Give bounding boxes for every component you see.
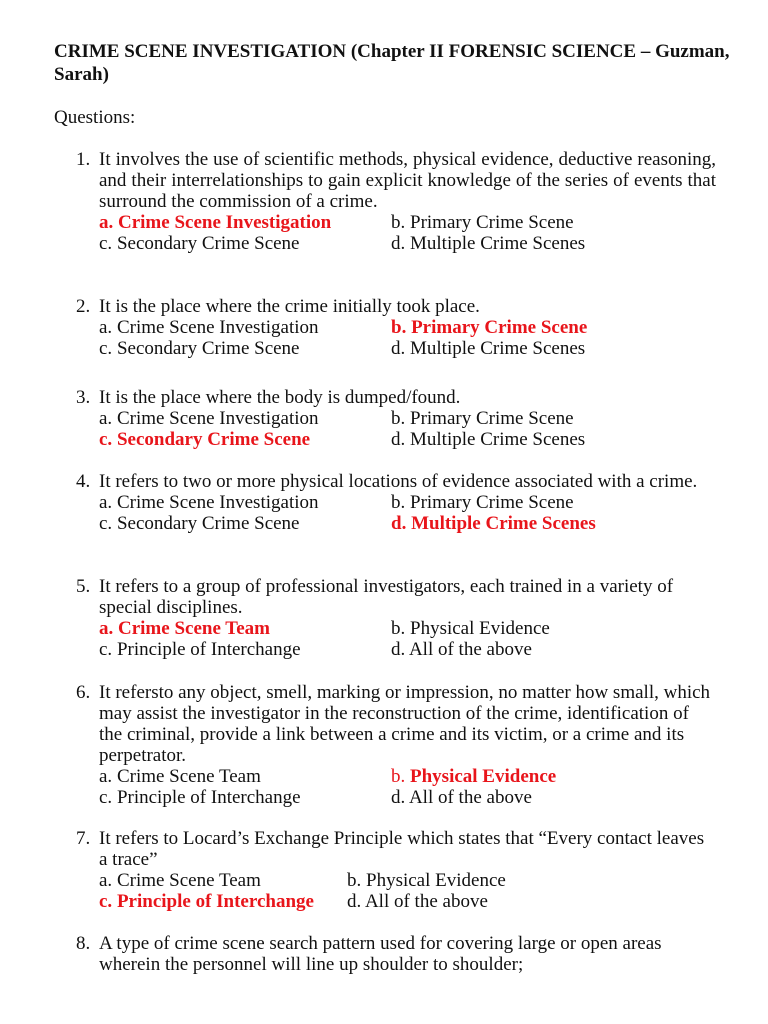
option-letter: c.	[99, 429, 113, 450]
option-item	[99, 870, 347, 891]
question-text: It is the place where the body is dumped/found.	[99, 387, 461, 408]
option-text: Multiple Crime Scenes	[410, 338, 586, 359]
option-text: Crime Scene Team	[118, 618, 270, 639]
option-letter: d.	[391, 429, 406, 450]
option-text: Primary Crime Scene	[410, 212, 574, 233]
option-letter: d.	[391, 787, 406, 808]
question-text: It refers to a group of professional investigators, each trained in a variety of special disciplines.	[99, 576, 674, 618]
option-item	[99, 338, 391, 359]
option-text: Multiple Crime Scenes	[411, 513, 596, 534]
option-item	[391, 787, 721, 808]
option-item	[391, 492, 721, 513]
document-title: CRIME SCENE INVESTIGATION (Chapter II FORENSIC SCIENCE – Guzman, Sarah)	[54, 41, 730, 85]
option-item	[99, 429, 391, 450]
option-item	[99, 618, 391, 639]
option-letter: c.	[99, 787, 113, 808]
question-number: 6.	[76, 682, 91, 703]
question-item	[76, 576, 716, 660]
question-text: It refers to Locard’s Exchange Principle which states that “Every contact leaves a trace”	[99, 828, 705, 870]
option-item	[391, 429, 721, 450]
option-letter: b.	[391, 408, 406, 429]
question-options	[99, 618, 716, 660]
option-letter: a.	[99, 766, 113, 787]
option-item	[391, 233, 721, 254]
option-letter: a.	[99, 870, 113, 891]
question-item	[76, 471, 716, 534]
option-text: Crime Scene Investigation	[116, 408, 319, 429]
option-item	[347, 891, 677, 912]
option-letter: a.	[99, 492, 113, 513]
option-letter: c.	[99, 891, 113, 912]
option-item	[391, 338, 721, 359]
option-text: All of the above	[364, 891, 488, 912]
option-text: Physical Evidence	[366, 870, 506, 891]
option-text: Principle of Interchange	[116, 639, 301, 660]
option-letter: b.	[347, 870, 362, 891]
option-item	[391, 408, 721, 429]
option-item	[99, 212, 391, 233]
option-letter: d.	[391, 639, 406, 660]
option-text: All of the above	[408, 787, 532, 808]
option-item	[347, 870, 677, 891]
option-letter: d.	[347, 891, 362, 912]
question-options	[99, 492, 716, 534]
option-item	[99, 787, 391, 808]
option-text: Secondary Crime Scene	[116, 338, 300, 359]
option-text: Physical Evidence	[410, 766, 557, 787]
option-item	[391, 317, 721, 338]
option-letter: b.	[391, 492, 406, 513]
question-number: 4.	[76, 471, 91, 492]
option-text: Multiple Crime Scenes	[410, 233, 586, 254]
option-item	[391, 513, 721, 534]
question-item	[76, 149, 716, 254]
question-item	[76, 682, 716, 808]
option-item	[99, 766, 391, 787]
question-options	[99, 870, 716, 912]
option-text: Primary Crime Scene	[410, 492, 574, 513]
question-number: 2.	[76, 296, 91, 317]
question-options	[99, 317, 716, 359]
option-item	[99, 513, 391, 534]
option-letter: c.	[99, 639, 113, 660]
option-letter: d.	[391, 233, 406, 254]
option-item	[391, 212, 721, 233]
option-text: Crime Scene Investigation	[118, 212, 332, 233]
option-item	[99, 891, 347, 912]
option-letter: a.	[99, 317, 113, 338]
option-text: Physical Evidence	[410, 618, 550, 639]
question-text: It involves the use of scientific methods, physical evidence, deductive reasoning, and their interrelationships to gain explicit knowledge of the series of events that surround the commission of a crime.	[99, 149, 716, 212]
option-item	[99, 639, 391, 660]
option-letter: a.	[99, 618, 114, 639]
question-number: 3.	[76, 387, 91, 408]
option-text: Primary Crime Scene	[410, 408, 574, 429]
question-item	[76, 828, 716, 912]
option-text: All of the above	[408, 639, 532, 660]
option-text: Multiple Crime Scenes	[410, 429, 586, 450]
question-text: A type of crime scene search pattern used for covering large or open areas wherein the personnel will line up shoulder to shoulder;	[99, 933, 662, 975]
option-text: Secondary Crime Scene	[116, 429, 311, 450]
option-letter: c.	[99, 513, 113, 534]
option-item	[391, 618, 721, 639]
questions-label: Questions:	[54, 107, 136, 128]
option-text: Crime Scene Investigation	[116, 492, 319, 513]
question-number: 8.	[76, 933, 91, 954]
question-text: It is the place where the crime initially took place.	[99, 296, 480, 317]
option-item	[391, 766, 721, 787]
option-letter: b.	[391, 618, 406, 639]
question-number: 7.	[76, 828, 91, 849]
option-letter: b.	[391, 766, 406, 787]
question-options	[99, 766, 716, 808]
option-text: Crime Scene Investigation	[116, 317, 319, 338]
question-options	[99, 408, 716, 450]
option-text: Principle of Interchange	[116, 787, 301, 808]
option-letter: d.	[391, 513, 407, 534]
question-number: 1.	[76, 149, 91, 170]
option-text: Secondary Crime Scene	[116, 233, 300, 254]
option-letter: a.	[99, 408, 113, 429]
option-item	[99, 408, 391, 429]
option-item	[391, 639, 721, 660]
option-text: Principle of Interchange	[116, 891, 314, 912]
option-text: Crime Scene Team	[116, 870, 261, 891]
option-letter: a.	[99, 212, 114, 233]
question-item	[76, 387, 716, 450]
option-text: Crime Scene Team	[116, 766, 261, 787]
question-text: It refers to two or more physical locations of evidence associated with a crime.	[99, 471, 698, 492]
option-item	[99, 492, 391, 513]
option-letter: c.	[99, 338, 113, 359]
option-text: Primary Crime Scene	[411, 317, 588, 338]
option-item	[99, 233, 391, 254]
option-letter: b.	[391, 317, 407, 338]
question-item	[76, 933, 716, 975]
question-options	[99, 212, 716, 254]
question-number: 5.	[76, 576, 91, 597]
option-text: Secondary Crime Scene	[116, 513, 300, 534]
question-text: It refersto any object, smell, marking or impression, no matter how small, which may assist the investigator in the reconstruction of the crime, identification of the criminal, provide a link between a crime and its victim, or a crime and its perpetrator.	[99, 682, 711, 766]
option-letter: c.	[99, 233, 113, 254]
option-letter: d.	[391, 338, 406, 359]
option-item	[99, 317, 391, 338]
question-item	[76, 296, 716, 359]
option-letter: b.	[391, 212, 406, 233]
